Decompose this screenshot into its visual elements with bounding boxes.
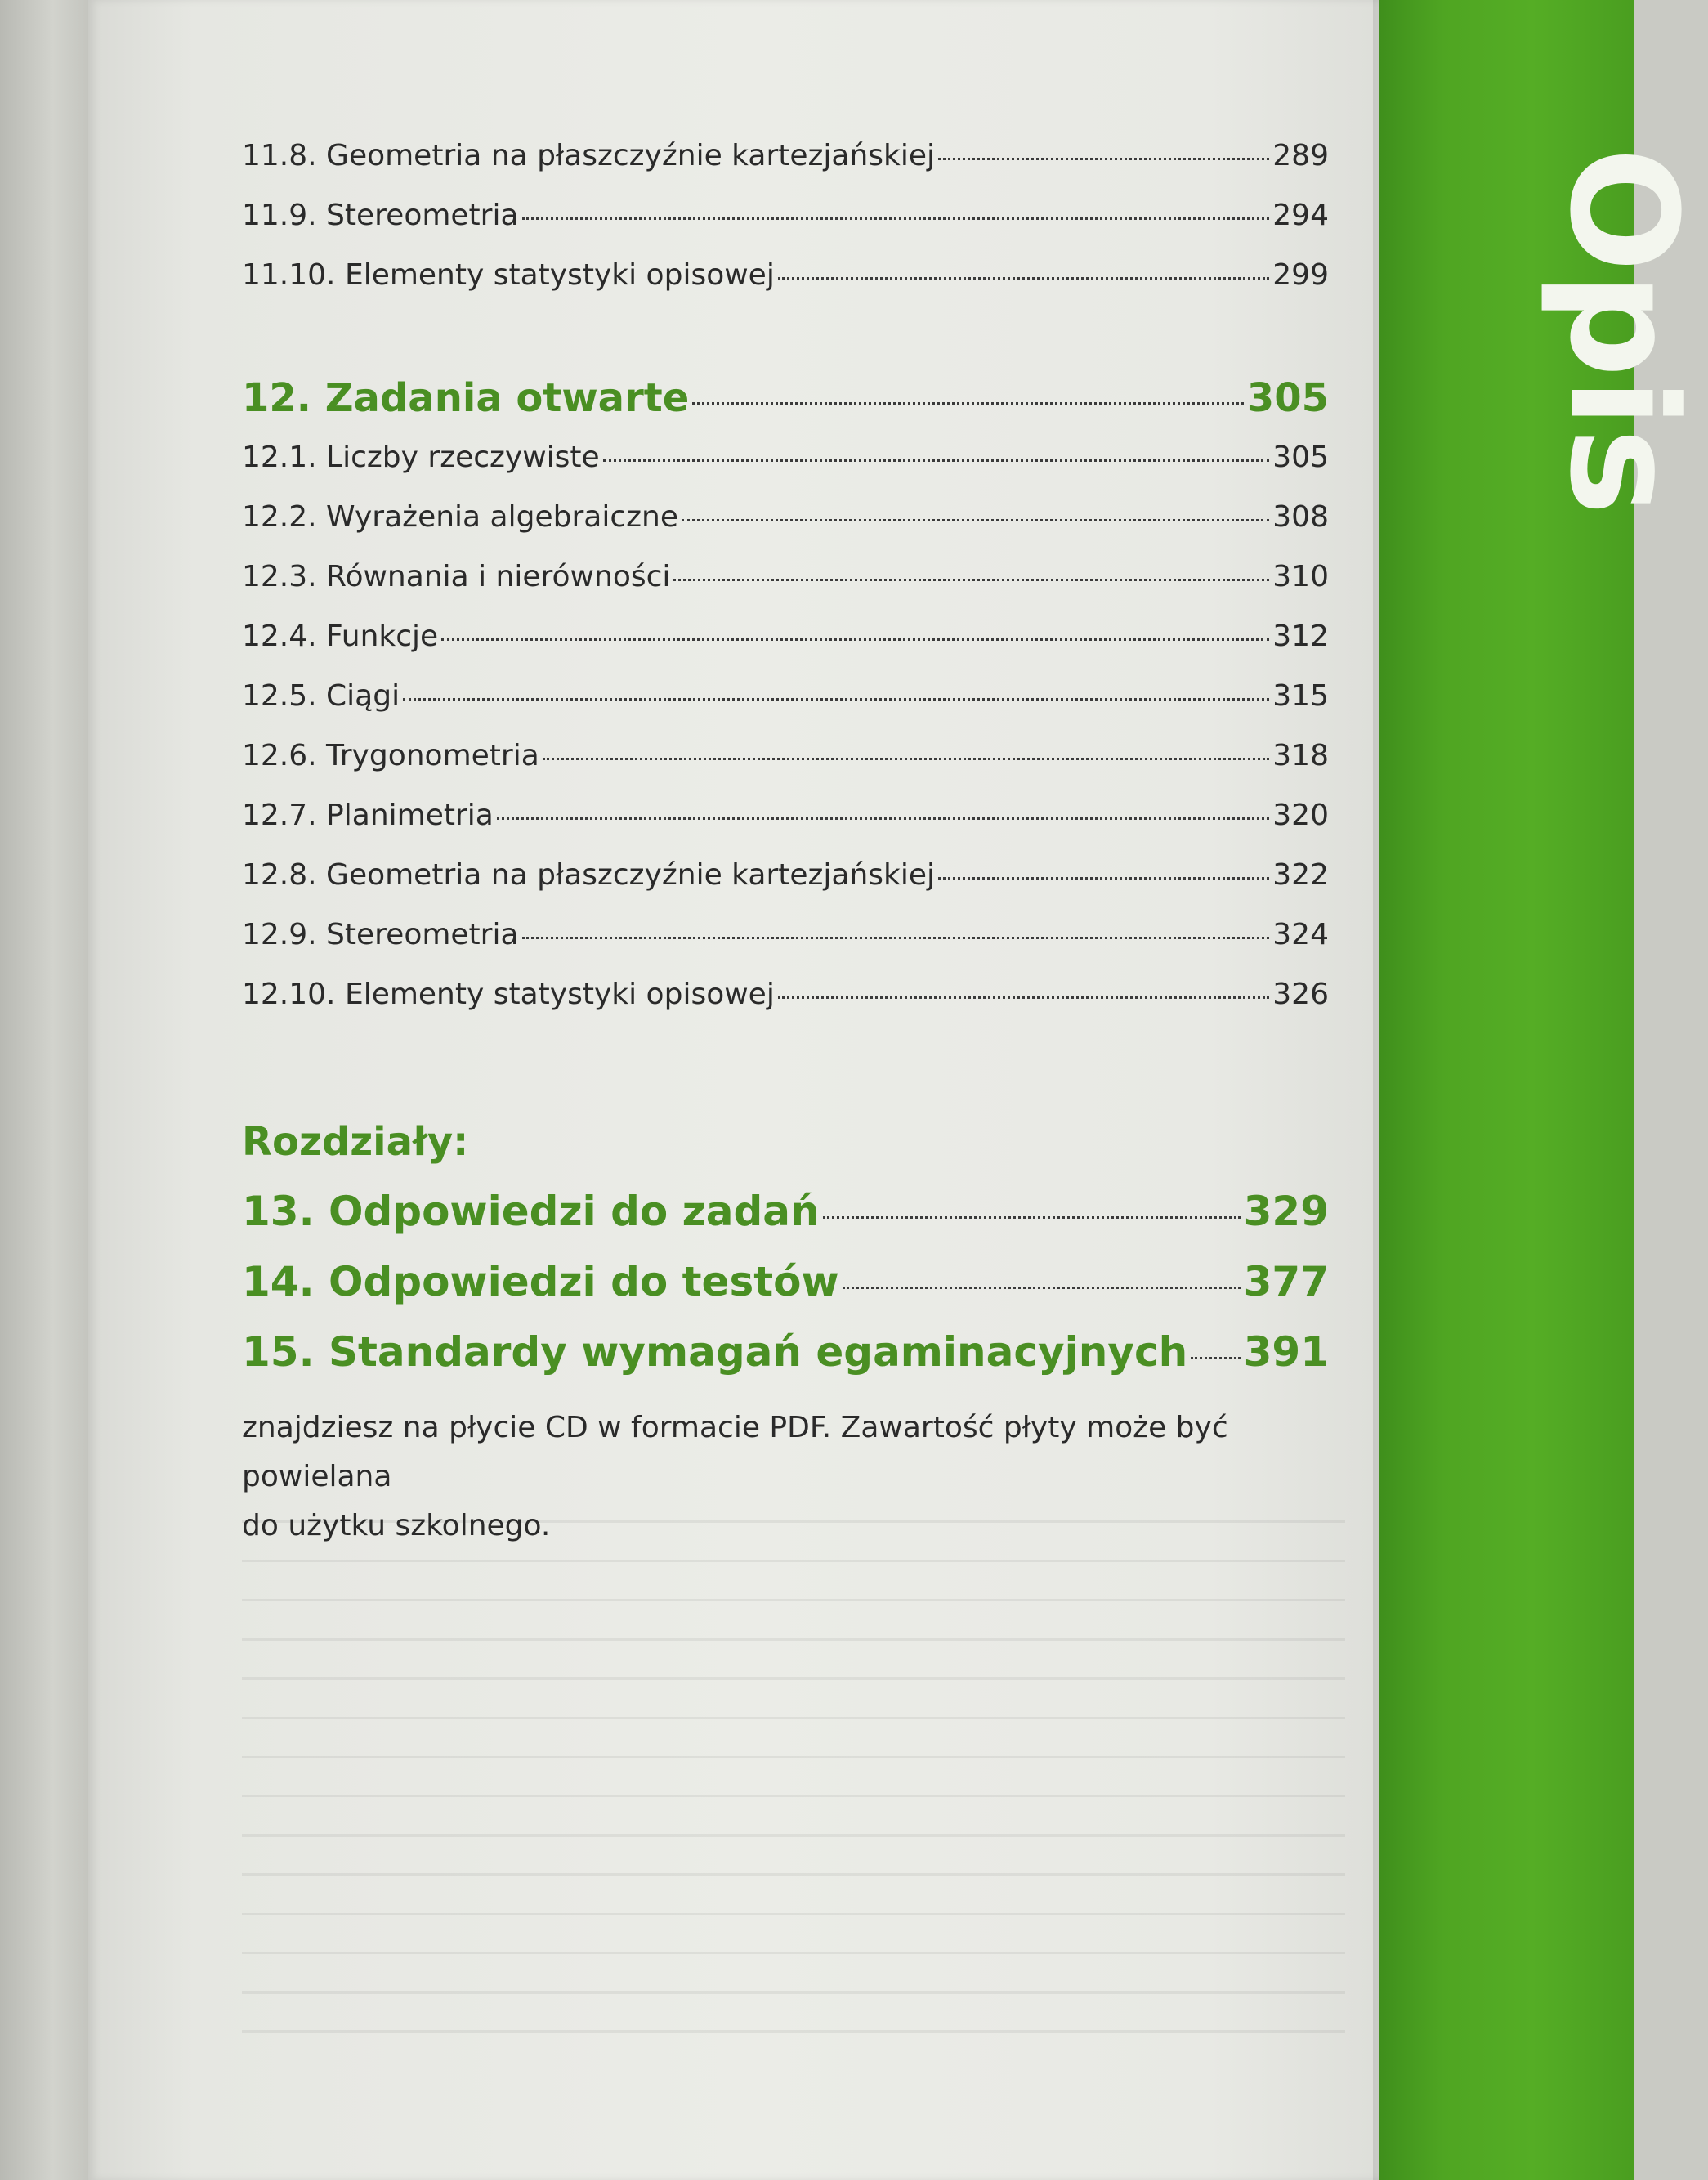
toc-entry-label: 12.8. Geometria na płaszczyźnie kartezjańskiej <box>242 858 936 892</box>
show-through-text <box>242 1520 1345 2060</box>
toc-entry[interactable] <box>242 739 1329 799</box>
chapter-14-heading[interactable] <box>242 1258 1329 1328</box>
leader-dots <box>938 877 1269 880</box>
toc-entry-page: 322 <box>1272 858 1329 892</box>
chapter-page: 329 <box>1243 1188 1329 1235</box>
toc-entry-page: 289 <box>1272 139 1329 172</box>
chapter-label: 14. Odpowiedzi do testów <box>242 1258 839 1305</box>
leader-dots <box>823 1216 1241 1219</box>
leader-dots <box>403 698 1269 701</box>
chapter-13-heading[interactable] <box>242 1188 1329 1258</box>
cd-note-line-1: znajdziesz na płycie CD w formacie PDF. Zawartość płyty może być powielana <box>242 1411 1228 1493</box>
chapter-15-heading[interactable] <box>242 1328 1329 1399</box>
toc-entry[interactable] <box>242 199 1329 258</box>
leader-dots <box>1191 1357 1240 1359</box>
leader-dots <box>522 217 1270 220</box>
toc-entry-label: 11.10. Elementy statystyki opisowej <box>242 258 775 292</box>
chapter-12-heading[interactable] <box>242 375 1329 441</box>
leader-dots <box>938 158 1269 160</box>
toc-entry[interactable] <box>242 978 1329 1037</box>
toc-entry[interactable] <box>242 441 1329 500</box>
toc-entry-label: 12.2. Wyrażenia algebraiczne <box>242 500 678 534</box>
rozdzialy-heading: Rozdziały: <box>242 1119 469 1165</box>
leader-dots <box>603 459 1270 462</box>
leader-dots <box>843 1287 1241 1289</box>
leader-dots <box>778 277 1269 280</box>
toc-entry-page: 299 <box>1272 258 1329 292</box>
leader-dots <box>673 579 1269 581</box>
toc-entry-label: 12.10. Elementy statystyki opisowej <box>242 978 775 1011</box>
toc-entry-page: 294 <box>1272 199 1329 232</box>
toc-entry[interactable] <box>242 560 1329 620</box>
toc-entry-label: 12.6. Trygonometria <box>242 739 539 772</box>
toc-entry-label: 12.3. Równania i nierówności <box>242 560 671 593</box>
chapter-label: 12. Zadania otwarte <box>242 375 690 421</box>
chapter-page: 305 <box>1246 375 1329 421</box>
cover-spine-lettering: Opis <box>1537 147 1708 516</box>
toc-entry-label: 12.1. Liczby rzeczywiste <box>242 441 600 474</box>
toc-entry-page: 318 <box>1272 739 1329 772</box>
toc-entry-page: 305 <box>1272 441 1329 474</box>
toc-entry-label: 12.5. Ciągi <box>242 679 400 713</box>
chapter-page: 391 <box>1243 1328 1329 1376</box>
toc-entry-page: 308 <box>1272 500 1329 534</box>
toc-entry[interactable] <box>242 500 1329 560</box>
leader-dots <box>778 996 1269 999</box>
leader-dots <box>497 817 1269 820</box>
toc-entry[interactable] <box>242 918 1329 978</box>
chapter-page: 377 <box>1243 1258 1329 1305</box>
cd-note-line-2: do użytku szkolnego. <box>242 1509 551 1542</box>
previous-page-edge <box>0 0 88 2180</box>
toc-entry-page: 320 <box>1272 799 1329 832</box>
leader-dots <box>682 519 1269 521</box>
leader-dots <box>522 937 1270 939</box>
toc-entry-page: 326 <box>1272 978 1329 1011</box>
leader-dots <box>543 758 1270 760</box>
toc-entry[interactable] <box>242 620 1329 679</box>
chapter-label: 13. Odpowiedzi do zadań <box>242 1188 820 1235</box>
toc-entry[interactable] <box>242 799 1329 858</box>
toc-entry-page: 310 <box>1272 560 1329 593</box>
toc-entry[interactable] <box>242 679 1329 739</box>
cd-note <box>242 1403 1337 1551</box>
toc-entry-page: 324 <box>1272 918 1329 951</box>
toc-entry[interactable] <box>242 858 1329 918</box>
table-of-contents <box>242 139 1329 1551</box>
toc-entry-label: 11.9. Stereometria <box>242 199 519 232</box>
leader-dots <box>441 638 1269 641</box>
toc-entry-label: 12.9. Stereometria <box>242 918 519 951</box>
chapter-label: 15. Standardy wymagań egaminacyjnych <box>242 1328 1188 1376</box>
toc-entry-page: 312 <box>1272 620 1329 653</box>
toc-entry[interactable] <box>242 139 1329 199</box>
toc-entry-label: 12.7. Planimetria <box>242 799 494 832</box>
leader-dots <box>692 402 1244 405</box>
toc-entry-label: 12.4. Funkcje <box>242 620 439 653</box>
toc-entry[interactable] <box>242 258 1329 318</box>
toc-entry-label: 11.8. Geometria na płaszczyźnie kartezjańskiej <box>242 139 936 172</box>
toc-entry-page: 315 <box>1272 679 1329 713</box>
